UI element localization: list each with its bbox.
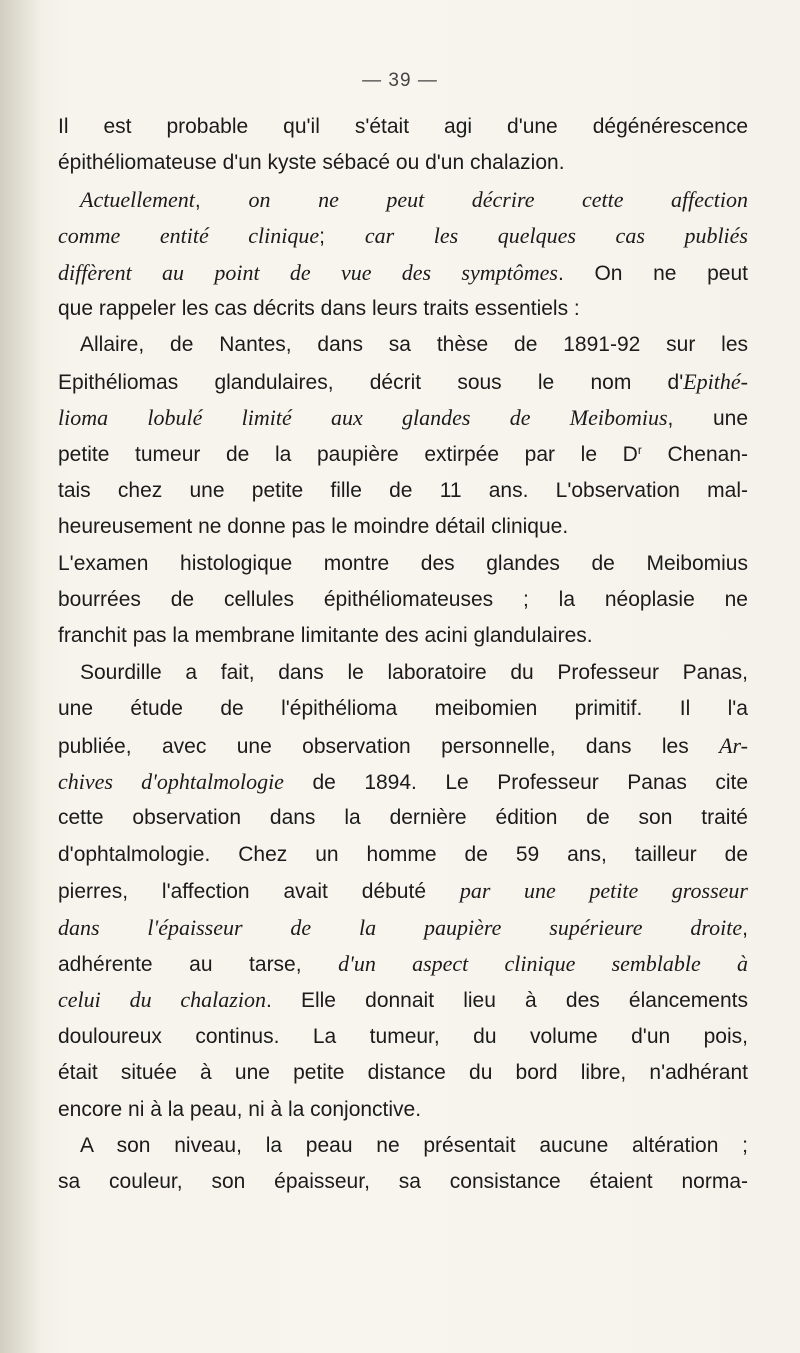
italic-text: Ar- xyxy=(719,732,748,758)
text-line xyxy=(58,1128,748,1164)
text-segment: Il est probable qu'il s'était agi d'une dégénérescence xyxy=(58,115,748,138)
text-segment: heureusement ne donne pas le moindre détail clinique. xyxy=(58,515,569,539)
text-line xyxy=(58,291,748,327)
text-line xyxy=(58,218,748,254)
text-line xyxy=(58,946,748,982)
text-line xyxy=(58,145,748,181)
text-line xyxy=(58,655,748,691)
binding-shadow xyxy=(0,0,40,1353)
italic-text: lioma lobulé limité aux glandes de Meibomius xyxy=(58,405,668,431)
text-segment: Epithéliomas glandulaires, décrit sous le nom d' xyxy=(58,370,684,394)
text-line xyxy=(58,327,748,363)
body-text xyxy=(58,109,748,1201)
italic-text: chives d'ophtalmologie xyxy=(58,769,284,795)
text-line xyxy=(58,109,748,145)
text-line xyxy=(58,1055,748,1091)
text-line xyxy=(58,437,748,473)
text-line xyxy=(58,691,748,727)
italic-text: celui du chalazion xyxy=(58,987,266,1013)
text-line xyxy=(58,182,748,218)
text-segment: publiée, avec une observation personnelle, dans les xyxy=(58,734,720,758)
text-segment: . On ne peut xyxy=(557,261,748,285)
text-segment: pierres, l'affection avait débuté xyxy=(58,880,460,904)
text-line xyxy=(58,1092,748,1128)
text-line xyxy=(58,509,748,545)
text-segment: . Elle donnait lieu à des élancements xyxy=(265,989,748,1013)
text-segment: franchit pas la membrane limitante des acini glandulaires. xyxy=(58,624,593,648)
text-segment: d'ophtalmologie. Chez un homme de 59 ans, tailleur de xyxy=(58,842,748,866)
text-line xyxy=(58,400,748,436)
text-segment: cette observation dans la dernière édition de son traité xyxy=(58,806,748,830)
text-segment: L'examen histologique montre des glandes de Meibomius xyxy=(58,551,748,575)
text-segment: de 1894. Le Professeur Panas cite xyxy=(283,771,749,795)
text-segment: petite tumeur de la paupière extirpée par le D xyxy=(58,442,638,466)
text-segment: , xyxy=(742,916,748,940)
text-line xyxy=(58,582,748,618)
page-number: — 39 — xyxy=(362,70,438,91)
text-line xyxy=(58,982,748,1018)
text-segment: ; xyxy=(319,225,365,249)
text-line xyxy=(58,764,748,800)
italic-text: car les quelques cas publiés xyxy=(364,223,748,249)
text-line xyxy=(58,473,748,509)
text-segment: Allaire, de Nantes, dans sa thèse de 1891-92 sur les xyxy=(80,333,748,357)
text-segment: douloureux continus. La tumeur, du volume d'un pois, xyxy=(58,1024,748,1048)
italic-text: diffèrent au point de vue des symptômes xyxy=(58,259,558,285)
italic-text: dans l'épaisseur de la paupière supérieure droite xyxy=(58,914,743,940)
text-segment: était située à une petite distance du bord libre, n'adhérant xyxy=(58,1061,748,1085)
text-segment: , une xyxy=(667,407,749,431)
italic-text: d'un aspect clinique semblable à xyxy=(338,950,749,976)
text-line xyxy=(58,800,748,836)
italic-text: Epithé- xyxy=(683,368,748,394)
text-segment: bourrées de cellules épithéliomateuses ; la néoplasie ne xyxy=(58,588,748,612)
text-line xyxy=(58,873,748,909)
text-line xyxy=(58,837,748,873)
text-line xyxy=(58,910,748,946)
text-segment: une étude de l'épithélioma meibomien primitif. Il l'a xyxy=(58,697,748,721)
text-segment: adhérente au tarse, xyxy=(58,952,339,976)
text-line xyxy=(58,618,748,654)
text-line xyxy=(58,364,748,400)
text-segment: Sourdille a fait, dans le laboratoire du Professeur Panas, xyxy=(80,660,748,684)
text-segment: épithéliomateuse d'un kyste sébacé ou d'un chalazion. xyxy=(58,151,565,175)
text-segment: tais chez une petite fille de 11 ans. L'observation mal- xyxy=(58,478,748,502)
text-line xyxy=(58,255,748,291)
text-segment: Chenan- xyxy=(641,442,749,466)
text-line xyxy=(58,546,748,582)
text-segment: que rappeler les cas décrits dans leurs traits essentiels : xyxy=(58,296,580,320)
text-segment: , xyxy=(194,188,249,212)
italic-text: comme entité clinique xyxy=(58,223,320,249)
italic-text: par une petite grosseur xyxy=(459,878,748,904)
italic-text: on ne peut décrire cette affection xyxy=(248,186,749,212)
text-line xyxy=(58,1019,748,1055)
text-segment: encore ni à la peau, ni à la conjonctive. xyxy=(58,1097,422,1121)
text-line xyxy=(58,728,748,764)
text-segment: A son niveau, la peau ne présentait aucune altération ; xyxy=(80,1133,748,1157)
italic-text: Actuellement xyxy=(80,186,195,212)
text-segment: sa couleur, son épaisseur, sa consistance étaient norma- xyxy=(58,1170,748,1194)
text-line xyxy=(58,1164,748,1200)
superscript: r xyxy=(637,442,642,457)
